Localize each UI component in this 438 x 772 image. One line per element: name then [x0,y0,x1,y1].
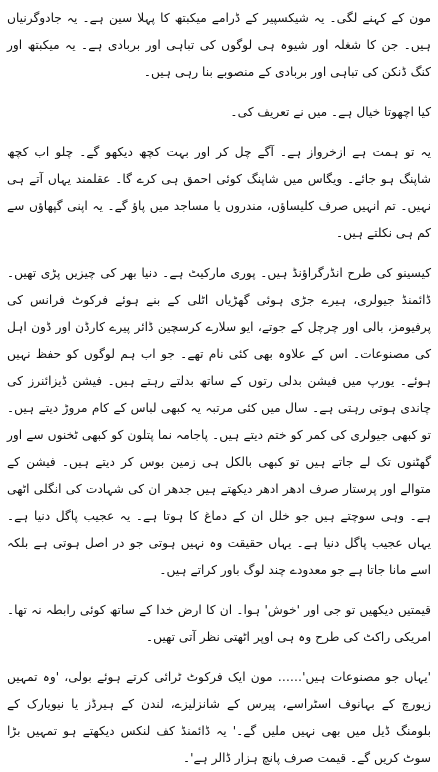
paragraph-praise: کیا اچھوتا خیال ہے۔ میں نے تعریف کی۔ [230,105,431,119]
paragraph-underground-market: کیسینو کی طرح انڈرگراؤنڈ ہیں۔ پوری مارکیٹ ہے۔ دنیا بھر کی چیزیں پڑی تھیں۔ ڈائمنڈ جیولری، ہیرے جڑی ہوئی گھڑیاں اٹلی کے بنے ہوئے فرکوٹ فرانس کی پرفیومز، بالی اور چرچل کے جوتے، ایو سلارے کرسچین ڈائر پیرے کارڈن اور ڈون اہل کی مصنوعات۔ اس کے علاوہ بھی کئی نام تھے۔ جو اب ہم لوگوں کو حفظ نہیں ہوئے۔ یورپ میں فیشن بدلی رتوں کے ساتھ بدلتے رہتے ہیں۔ فیشن ڈیزائنرز کی چاندی ہوتی رہتی ہے۔ سال میں کئی مرتبہ یہ کبھی لباس کے کام مروڑ دیتے ہیں۔ تو کبھی جیولری کی کمر کو ختم دیتے ہیں۔ پاجامہ نما پتلون کو کبھی ٹخنوں سے اور گھٹنوں تک لے جاتے ہیں تو کبھی بالکل ہی زمین بوس کر دیتے ہیں۔ فیشن کے متوالے اور پرستار صرف ادھر ادھر دیکھتے ہیں جدھر ان کی شہادت کی انگلی اٹھی ہے۔ وہی سوچتے ہیں جو خلل ان کے دماغ کا ہوتا ہے۔ یہ عجیب پاگل دنیا ہے۔ یہاں عجیب پاگل دنیا ہے۔ یہاں حقیقت وہ نہیں ہوتی جو در اصل ہوتی ہے بلکہ اسے مانا جاتا ہے جو معدودے چند لوگ باور کراتے ہیں۔ [7,266,431,577]
paragraph-vegas-shopping: یہ تو ہمت ہے ازخرواز ہے۔ آگے چل کر اور بہت کچھ دیکھو گے۔ چلو اب کچھ شاپنگ ہو جائے۔ ویگاس میں شاپنگ کوئی احمق ہی کرے گا۔ عقلمند یہاں آتے ہی نہیں۔ تم انہیں صرف کلیساؤں، مندروں یا مساجد میں پاؤ گے۔ یہ اپنی گپھاؤں سے کم ہی نکلتے ہیں۔ [7,145,431,240]
paragraph-macbeth-intro: مون کے کہنے لگی۔ یہ شیکسپیر کے ڈرامے میکبتھ کا پہلا سین ہے۔ یہ جادوگرنیاں ہیں۔ جن کا شغلہ اور شیوہ ہی لوگوں کی تباہی اور بربادی ہے۔ یہ میکبتھ اور کنگ ڈنکن کی تباہی اور بربادی کے منصوبے بنا رہی ہیں۔ [7,11,431,79]
paragraph-fur-coat-dialogue: 'یہاں جو مصنوعات ہیں'…… مون ایک فرکوٹ ٹرائی کرتے ہوئے بولی، 'وہ تمہیں زیورچ کے بہانوف اسٹراسے، پیرس کے شانزلیزے، لندن کے ہیرڈز یا نیویارک کے بلومنگ ڈیل میں بھی نہیں ملیں گے۔' یہ ڈائمنڈ کف لنکس دیکھتے ہو تمہیں بڑا سوٹ کریں گے۔ قیمت صرف پانچ ہزار ڈالر ہے'۔ [7,670,431,765]
paragraph-prices: قیمتیں دیکھیں تو جی اور 'خوش' ہوا۔ ان کا ارض خدا کے ساتھ کوئی رابطہ نہ تھا۔ امریکی راکٹ کی طرح وہ ہی اوپر اٹھتی نظر آتی تھیں۔ [7,603,431,644]
